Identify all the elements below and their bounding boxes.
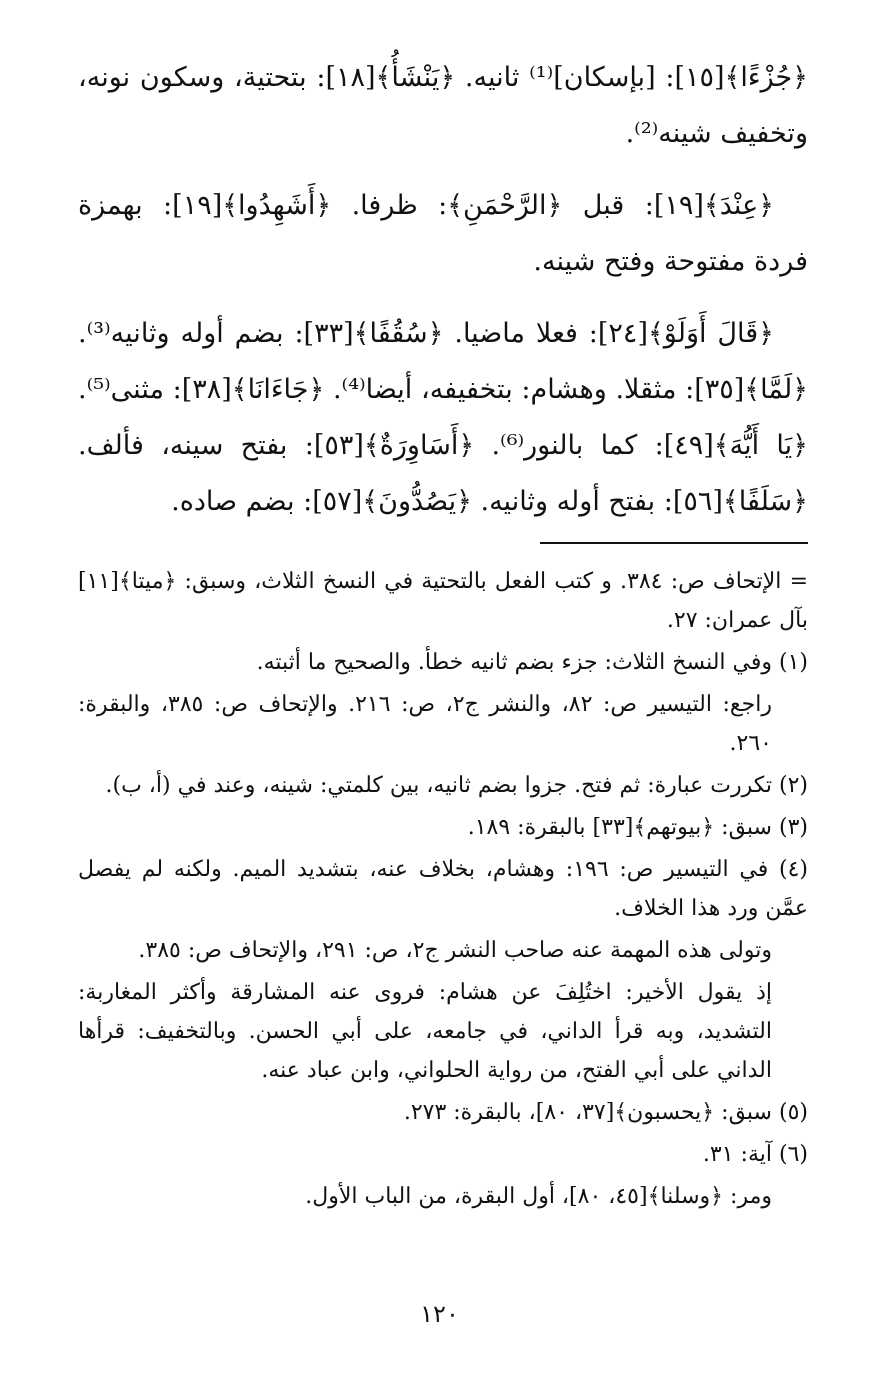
footnote: (١) وفي النسخ الثلاث: جزء بضم ثانيه خطأ. والصحيح ما أثبته. <box>256 650 808 675</box>
main-paragraph: ﴿عِنْدَ﴾[١٩]: قبل ﴿الرَّحْمَنِ﴾: ظرفا. ﴿أَشَهِدُوا﴾[١٩]: بهمزة فردة مفتوحة وفتح شينه. <box>78 190 808 277</box>
main-paragraph: ﴿قَالَ أَوَلَوْ﴾[٢٤]: فعلا ماضيا. ﴿سُقُفًا﴾[٣٣]: بضم أوله وثانيه⁽³⁾. ﴿لَمَّا﴾[٣٥]: مثقلا. وهشام: بتخفيفه، أيضا⁽⁴⁾. ﴿جَاءَانَا﴾[٣٨]: مثنى⁽⁵⁾. ﴿يَا أَيُّهَ﴾[٤٩]: كما بالنور⁽⁶⁾. ﴿أَسَاوِرَةٌ﴾[٥٣]: بفتح سينه، فألف. ﴿سَلَفًا﴾[٥٦]: بفتح أوله وثانيه. ﴿يَصُدُّونَ﴾[٥٧]: بضم صاده. <box>78 318 809 517</box>
main-paragraph: ﴿جُزْءًا﴾[١٥]: [بإسكان]⁽¹⁾ ثانيه. ﴿يَنْشَأُ﴾[١٨]: بتحتية، وسكون نونه، وتخفيف شينه⁽²⁾. <box>78 62 808 149</box>
footnote: وتولى هذه المهمة عنه صاحب النشر ج٢، ص: ٢٩١، والإتحاف ص: ٣٨٥. <box>138 938 772 963</box>
footnote: (٢) تكررت عبارة: ثم فتح. جزوا بضم ثانيه، بين كلمتي: شينه، وعند في (أ، ب). <box>105 773 808 798</box>
footnote: (٥) سبق: ﴿يحسبون﴾[٣٧، ٨٠]، بالبقرة: ٢٧٣. <box>403 1100 808 1125</box>
footnote: (٦) آية: ٣١. <box>702 1142 808 1167</box>
footnote-continuation: = الإتحاف ص: ٣٨٤. و كتب الفعل بالتحتية في النسخ الثلاث، وسبق: ﴿ميتا﴾[١١] بآل عمران: ٢٧. <box>78 569 809 633</box>
footnote: (٤) في التيسير ص: ١٩٦: وهشام، بخلاف عنه، بتشديد الميم. ولكنه لم يفصل عمَّن ورد هذا الخلاف. <box>78 857 808 921</box>
page-number: ١٢٠ <box>420 1300 459 1328</box>
main-text <box>78 50 808 546</box>
footnote: راجع: التيسير ص: ٨٢، والنشر ج٢، ص: ٢١٦. والإتحاف ص: ٣٨٥، والبقرة: ٢٦٠. <box>78 692 772 756</box>
footnote: ومر: ﴿وسلنا﴾[٤٥، ٨٠]، أول البقرة، من الباب الأول. <box>305 1184 772 1209</box>
footnote: إذ يقول الأخير: اختُلِفَ عن هشام: فروى عنه المشارقة وأكثر المغاربة: التشديد، وبه قرأ الداني، في جامعه، على أبي الحسن. وبالتخفيف: قرأها الداني على أبي الفتح، من رواية الحلواني، وابن عباد عنه. <box>78 980 772 1083</box>
footnotes <box>78 562 808 1219</box>
footnote-separator <box>540 542 808 544</box>
footnote: (٣) سبق: ﴿بيوتهم﴾[٣٣] بالبقرة: ١٨٩. <box>467 815 808 840</box>
